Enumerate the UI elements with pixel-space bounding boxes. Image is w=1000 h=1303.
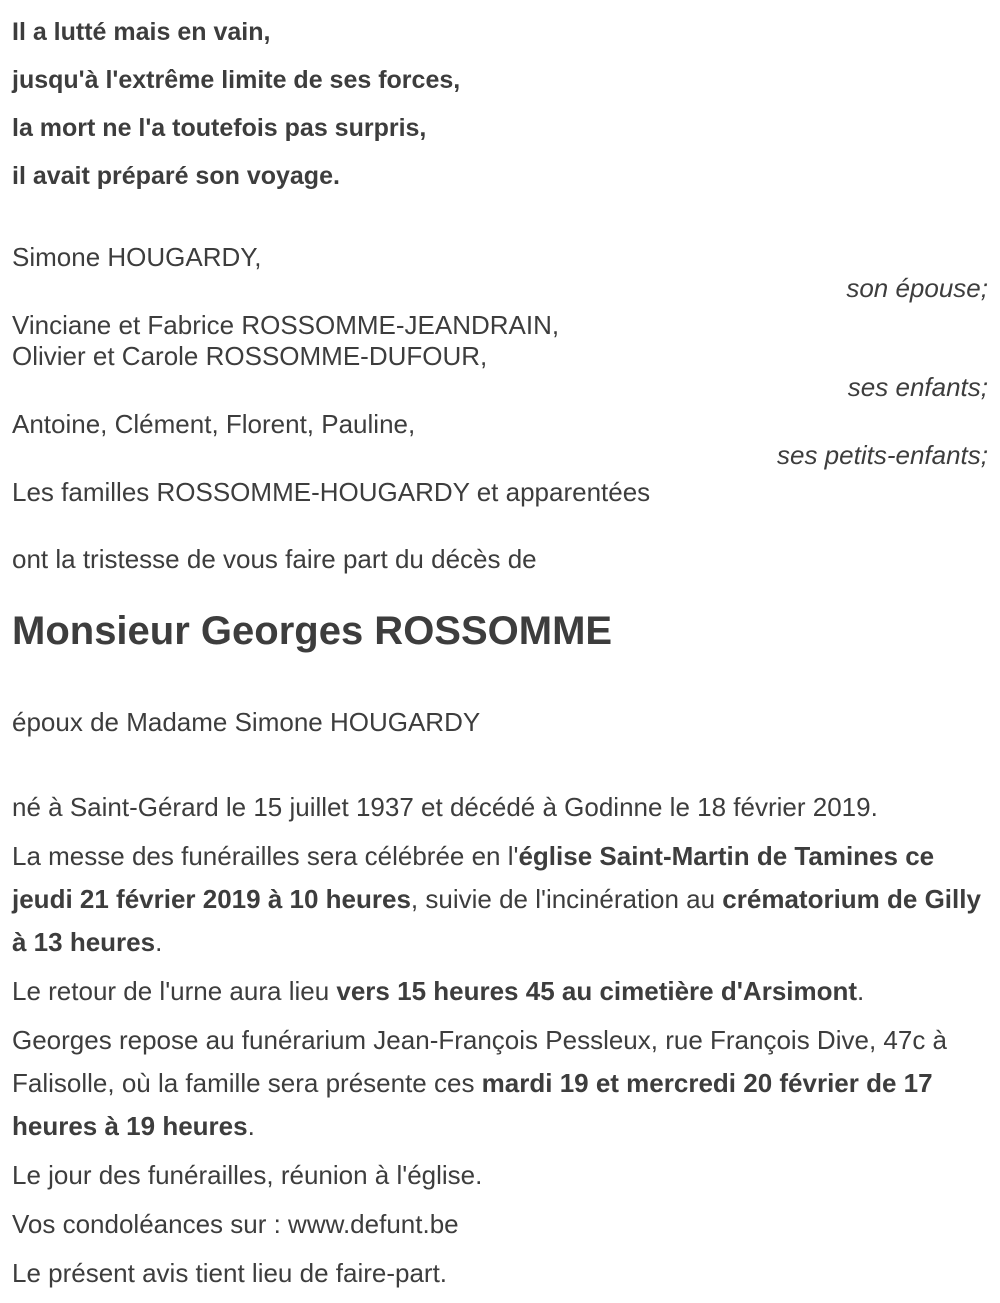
- epitaph-poem: [12, 8, 988, 200]
- family-name: Antoine, Clément, Florent, Pauline,: [12, 409, 416, 439]
- visitation-paragraph: Georges repose au funérarium Jean-François Pessleux, rue François Dive, 47c à Falisolle, où la famille sera présente ces mardi 19 et mercredi 20 février de 17 heures à 19 heures.: [12, 1025, 947, 1141]
- poem-line: jusqu'à l'extrême limite de ses forces,: [12, 66, 461, 94]
- family-group-children: [12, 310, 988, 403]
- family-name: Vinciane et Fabrice ROSSOMME-JEANDRAIN,: [12, 310, 560, 340]
- poem-line: Il a lutté mais en vain,: [12, 18, 271, 46]
- notice-line: Le présent avis tient lieu de faire-part.: [12, 1258, 448, 1288]
- poem-line: la mort ne l'a toutefois pas surpris,: [12, 114, 427, 142]
- relation-label: son épouse;: [846, 273, 988, 303]
- family-name: Les familles ROSSOMME-HOUGARDY et apparentées: [12, 477, 651, 507]
- poem-line: il avait préparé son voyage.: [12, 162, 340, 190]
- relation-label: ses enfants;: [847, 372, 988, 402]
- family-group-grandchildren: [12, 409, 988, 471]
- condolences-line: Vos condoléances sur : www.defunt.be: [12, 1209, 459, 1239]
- deceased-name: Monsieur Georges ROSSOMME: [12, 609, 613, 653]
- church-meeting-line: Le jour des funérailles, réunion à l'église.: [12, 1160, 483, 1190]
- spouse-line: époux de Madame Simone HOUGARDY: [12, 707, 481, 737]
- details-section: [12, 786, 988, 1295]
- birth-death-line: né à Saint-Gérard le 15 juillet 1937 et décédé à Godinne le 18 février 2019.: [12, 792, 878, 822]
- family-group-relatives: [12, 477, 988, 508]
- family-name: Olivier et Carole ROSSOMME-DUFOUR,: [12, 341, 488, 371]
- funeral-service-paragraph: La messe des funérailles sera célébrée en l'église Saint-Martin de Tamines ce jeudi 21 février 2019 à 10 heures, suivie de l'incinération au crématorium de Gilly à 13 heures.: [12, 841, 981, 957]
- announcement-line: ont la tristesse de vous faire part du décès de: [12, 544, 537, 574]
- family-group-spouse: [12, 242, 988, 304]
- relation-label: ses petits-enfants;: [777, 440, 988, 470]
- family-section: [12, 242, 988, 508]
- urn-return-line: Le retour de l'urne aura lieu vers 15 heures 45 au cimetière d'Arsimont.: [12, 976, 865, 1006]
- family-name: Simone HOUGARDY,: [12, 242, 262, 272]
